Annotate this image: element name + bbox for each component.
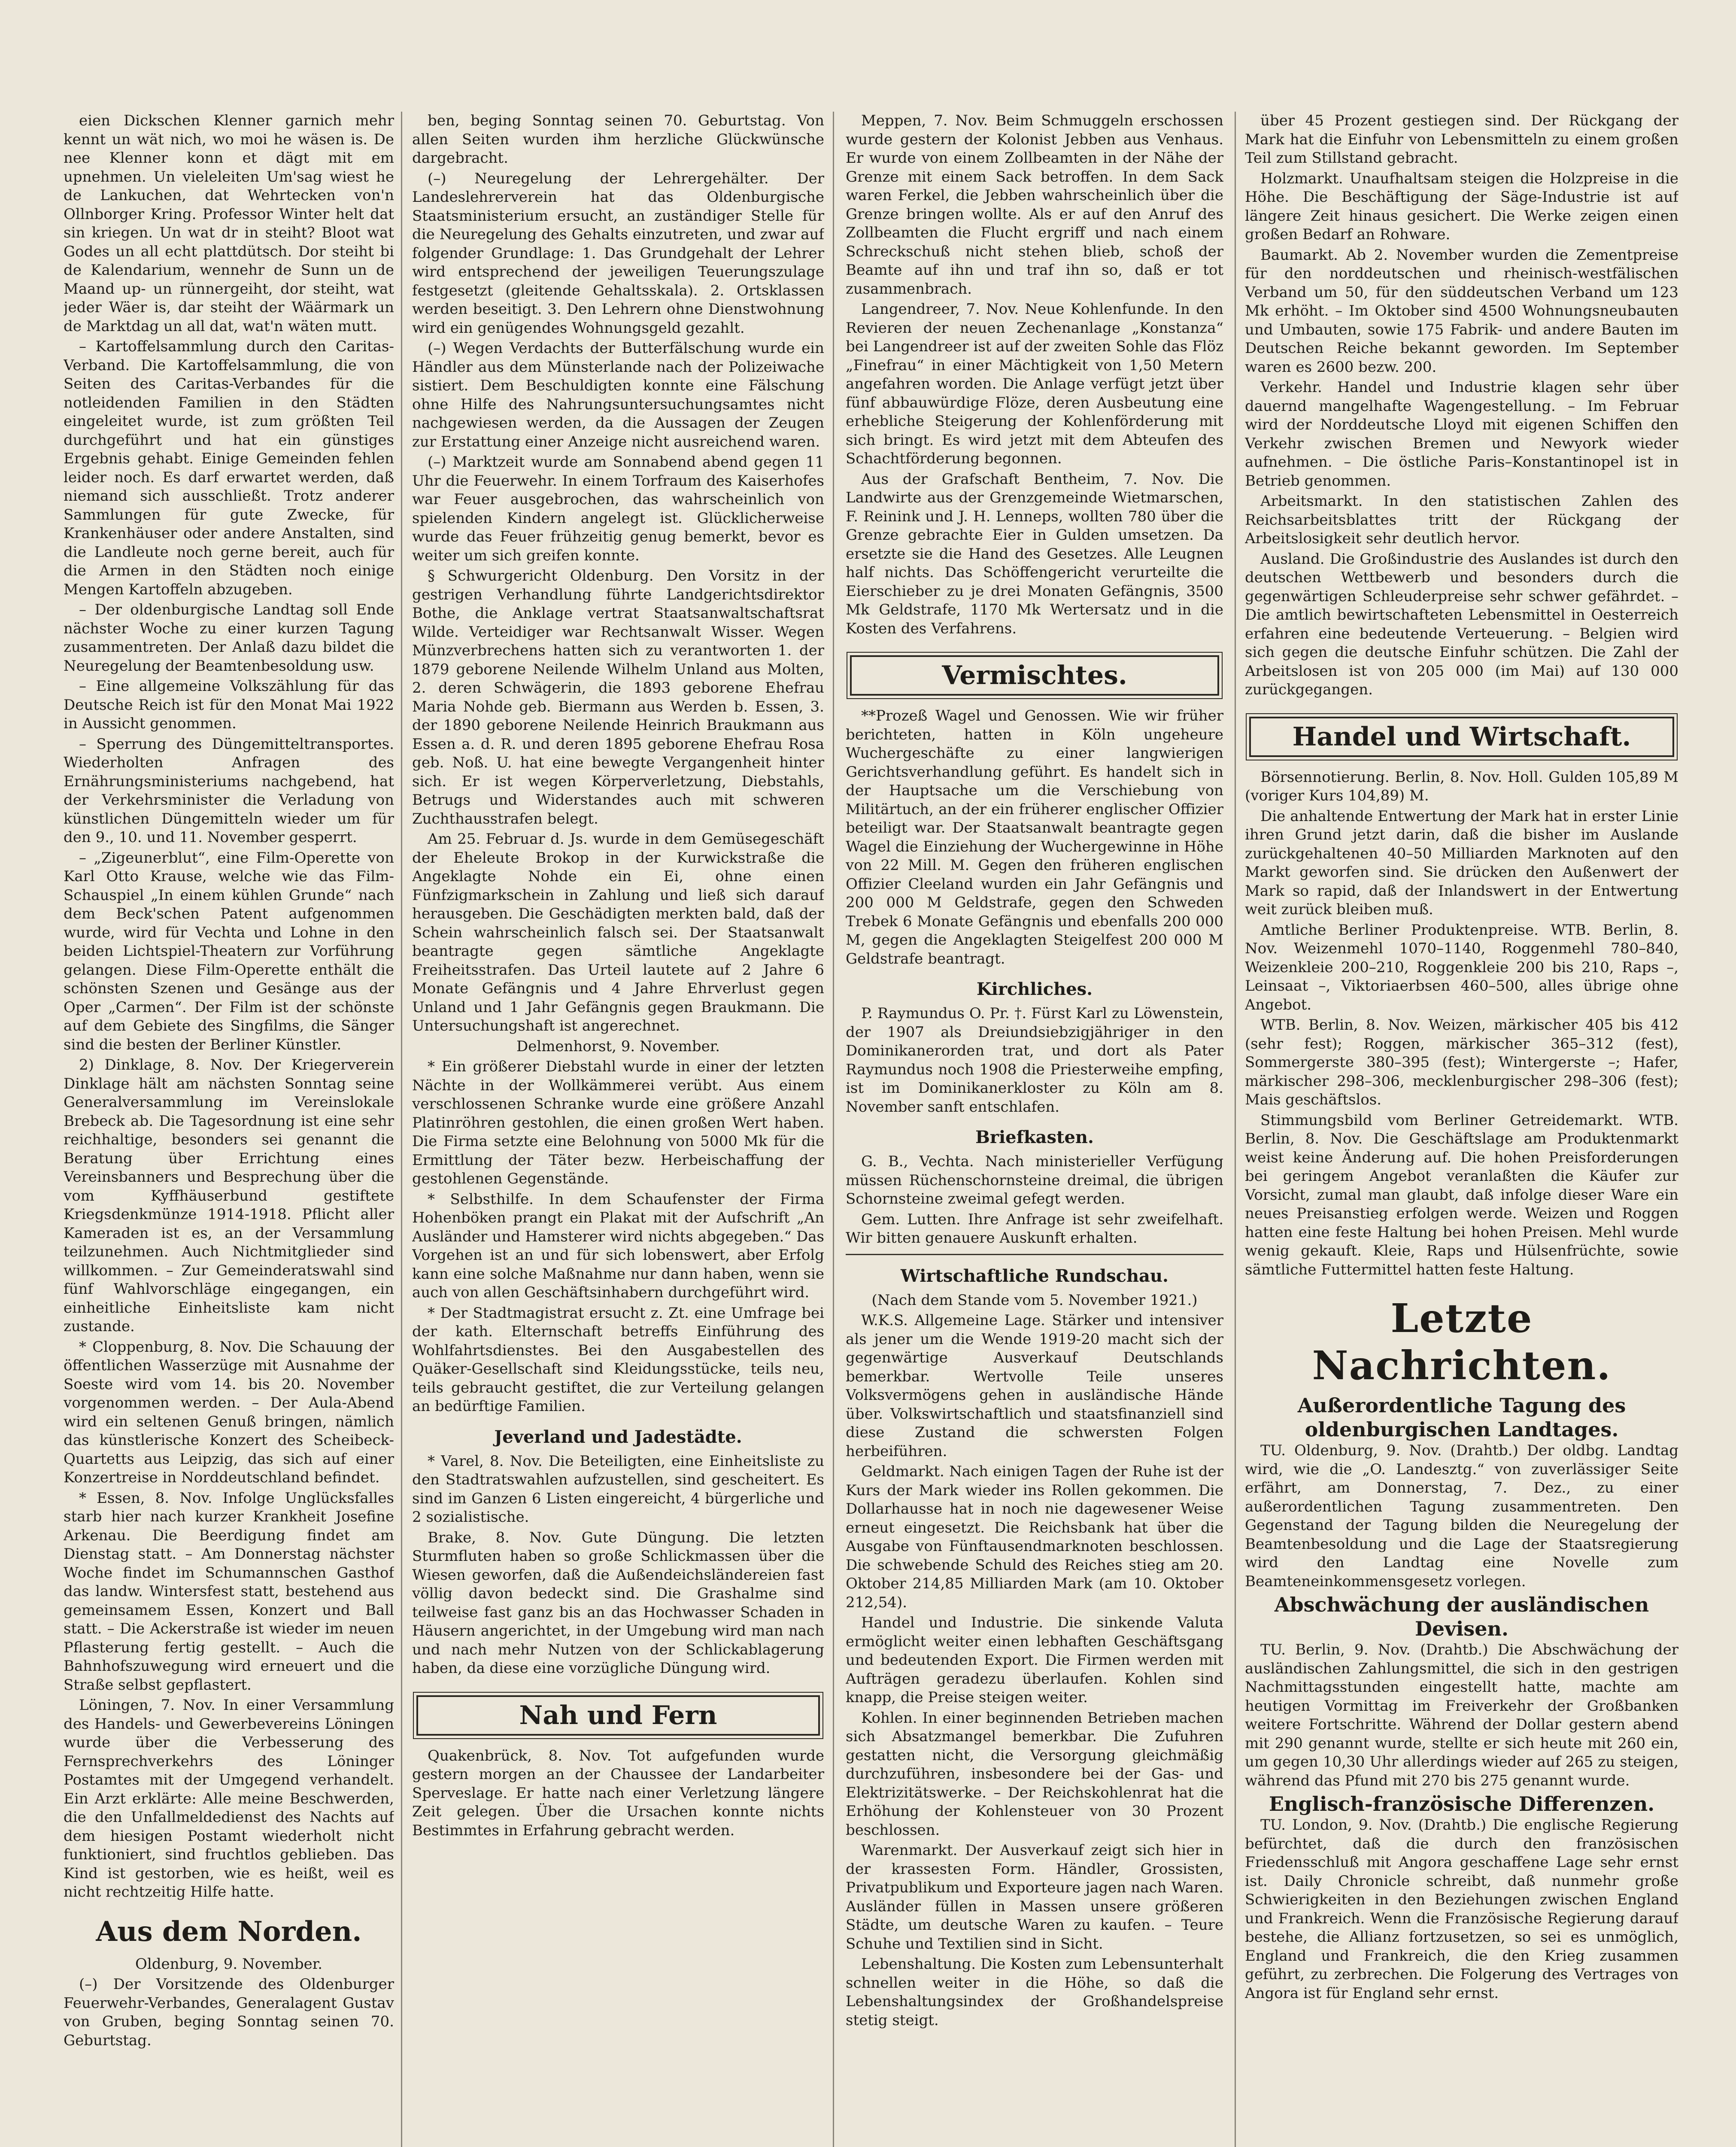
- article-paragraph: Am 25. Februar d. Js. wurde in dem Gemüsegeschäft der Eheleute Brokop in der Kurwickstraße die Angeklagte Nohde ein Ei, ohne einen Fünfzigmarkschein in Zahlung und ließ sich darauf herausgeben. Die Geschädigten merkten bald, daß der Schein wahrscheinlich falsch sei. Der Staatsanwalt beantragte gegen sämtliche Angeklagte Freiheitsstrafen. Das Urteil lautete auf 2 Jahre 6 Monate Gefängnis und 4 Jahre Ehrverlust gegen Unland und 1 Jahr Gefängnis gegen Braukmann. Die Untersuchungshaft ist angerechnet.: [412, 830, 824, 1034]
- article-paragraph: * Varel, 8. Nov. Die Beteiligten, eine Einheitsliste zu den Stadtratswahlen aufzustellen, sind gescheitert. Es sind im Ganzen 6 Listen eingereicht, 4 bürgerliche und 2 sozialistische.: [412, 1452, 824, 1526]
- column-4: [1245, 112, 1678, 2147]
- article-paragraph: § Schwurgericht Oldenburg. Den Vorsitz in der gestrigen Verhandlung führte Landgerichtsdirektor Bothe, die Anklage vertrat Staatsanwaltschaftsrat Wilde. Verteidiger war Rechtsanwalt Wisser. Wegen Münzverbrechens hatten sich zu verantworten 1. der 1879 geborene Neilende Wilhelm Unland aus Molten, 2. deren Schwägerin, die 1893 geborene Ehefrau Maria Nohde geb. Biermann aus Werden b. Essen, 3. der 1890 geborene Neilende Heinrich Braukmann aus Essen a. d. R. und deren 1895 geborene Ehefrau Rosa geb. Noß. U. hat eine bewegte Vergangenheit hinter sich. Er ist wegen Körperverletzung, Diebstahls, Betrugs und Widerstandes auch mit schweren Zuchthausstrafen belegt.: [412, 567, 824, 827]
- article-paragraph: * Der Stadtmagistrat ersucht z. Zt. eine Umfrage bei der kath. Elternschaft betreffs Einführung des Wohlfahrtsdienstes. Bei den Ausgabestellen des Quäker-Gesellschaft sind Kleidungsstücke, teils neu, teils gebraucht gestiftet, die zur Verteilung gelangen an bedürftige Familien.: [412, 1304, 824, 1415]
- article-paragraph: Verkehr. Handel und Industrie klagen sehr über dauernd mangelhafte Wagengestellung. – Im Februar wird der Norddeutsche Lloyd mit eigenen Schiffen den Verkehr zwischen Bremen und Newyork wieder aufnehmen. – Die östliche Paris–Konstantinopel ist in Betrieb genommen.: [1245, 379, 1678, 490]
- article-paragraph: * Cloppenburg, 8. Nov. Die Schauung der öffentlichen Wasserzüge mit Ausnahme der Soeste wird vom 14. bis 20. November vorgenommen werden. – Der Aula-Abend wird ein seltenen Genuß bringen, nämlich das künstlerische Konzert des Scheibeck-Quartetts aus Leipzig, das sich auf einer Konzertreise in Norddeutschland befindet.: [64, 1338, 394, 1486]
- section-heading-boxed: Vermischtes.: [850, 655, 1219, 696]
- divider: [846, 1254, 1223, 1255]
- article-paragraph: Langendreer, 7. Nov. Neue Kohlenfunde. In den Revieren der neuen Zechenanlage „Konstanza“ bei Langendreer ist auf der zweiten Sohle das Flöz „Finefrau“ in einer Mächtigkeit von 1,50 Metern angefahren worden. Die Anlage verfügt jetzt über fünf abbauwürdige Flöze, deren Ausbeutung eine erhebliche Steigerung der Kohlenförderung mit sich bringt. Es wird jetzt mit dem Abteufen des Schachtförderung begonnen.: [846, 301, 1223, 467]
- subheading: Außerordentliche Tagung des oldenburgischen Landtages.: [1297, 1394, 1626, 1441]
- article-paragraph: 2) Dinklage, 8. Nov. Der Kriegerverein Dinklage hält am nächsten Sonntag seine Generalversammlung im Vereinslokale Brebeck ab. Die Tagesordnung ist eine sehr reichhaltige, besonders sei genannt die Beratung über Errichtung eines Vereinsbanners und Besprechung über die vom Kyffhäuserbund gestiftete Kriegsdenkmünze 1914-1918. Pflicht aller Kameraden ist es, an der Versammlung teilzunehmen. Auch Nichtmitglieder sind willkommen. – Zur Gemeinderatswahl sind fünf Wahlvorschläge eingegangen, ein einheitliche Einheitsliste kam nicht zustande.: [64, 1056, 394, 1335]
- article-paragraph: P. Raymundus O. Pr. †. Fürst Karl zu Löwenstein, der 1907 als Dreiundsiebzigjähriger in den Dominikanerorden trat, und dort als Pater Raymundus noch 1908 die Priesterweihe empfing, ist im Dominikanerkloster zu Köln am 8. November sanft entschlafen.: [846, 1005, 1223, 1116]
- article-paragraph: TU. Berlin, 9. Nov. (Drahtb.) Die Abschwächung der ausländischen Zahlungsmittel, die sich in den gestrigen Nachmittagsstunden eingestellt hatte, machte am heutigen Vormittag im Freiverkehr der Großbanken weitere Fortschritte. Während der Dollar gestern abend mit 290 genannt wurde, stellte er sich heute mit 260 ein, um gegen 10,30 Uhr allerdings wieder auf 265 zu steigen, während das Pfund mit 270 bis 275 genannt wurde.: [1245, 1641, 1678, 1789]
- article-paragraph: (–) Neuregelung der Lehrergehälter. Der Landeslehrerverein hat das Oldenburgische Staatsministerium ersucht, an zuständiger Stelle für die Neuregelung des Gehalts einzutreten, und zwar auf folgender Grundlage: 1. Das Grundgehalt der Lehrer wird entsprechend der jeweiligen Teuerungszulage festgesetzt (gleitende Gehaltsskala). 2. Ortsklassen werden beseitigt. 3. Den Lehrern ohne Dienstwohnung wird ein genügendes Wohnungsgeld gezahlt.: [412, 170, 824, 337]
- article-paragraph: ben, beging Sonntag seinen 70. Geburtstag. Von allen Seiten wurden ihm herzliche Glückwünsche dargebracht.: [412, 112, 824, 167]
- subheading: Englisch-französische Differenzen.: [1269, 1792, 1655, 1816]
- dateline: Oldenburg, 9. November.: [135, 1955, 323, 1973]
- column-rule: [1235, 112, 1236, 2147]
- article-paragraph: Börsennotierung. Berlin, 8. Nov. Holl. Gulden 105,89 M (voriger Kurs 104,89) M.: [1245, 768, 1678, 804]
- article-paragraph: Amtliche Berliner Produktenpreise. WTB. Berlin, 8. Nov. Weizenmehl 1070–1140, Roggenmehl 780–840, Weizenkleie 200–210, Roggenkleie 200 bis 210, Raps –, Leinsaat –, Viktoriaerbsen 460–500, alles übrige ohne Angebot.: [1245, 921, 1678, 1013]
- article-paragraph: Aus der Grafschaft Bentheim, 7. Nov. Die Landwirte aus der Grenzgemeinde Wietmarschen, F. Reinink und J. H. Lenneps, wollten 780 über die Grenze gebrachte Eier in Gulden umsetzen. Da ersetzte sie die Hand des Gesetzes. Alle Leugnen half nichts. Das Schöffengericht verurteilte die Eierschieber zu je drei Monaten Gefängnis, 3500 Mk Geldstrafe, 1170 Mk Wertersatz und in die Kosten des Verfahrens.: [846, 470, 1223, 637]
- section-heading-boxed: Handel und Wirtschaft.: [1249, 717, 1674, 757]
- article-paragraph: Gem. Lutten. Ihre Anfrage ist sehr zweifelhaft. Wir bitten genauere Auskunft erhalten.: [846, 1210, 1223, 1247]
- column-rule: [833, 112, 834, 2147]
- article-paragraph: Lebenshaltung. Die Kosten zum Lebensunterhalt schnellen weiter in die Höhe, so daß die Lebenshaltungsindex der Großhandelspreise stetig steigt.: [846, 1955, 1223, 2029]
- section-heading: Briefkasten.: [975, 1127, 1094, 1147]
- section-heading: Aus dem Norden.: [96, 1915, 362, 1948]
- article-paragraph: – Kartoffelsammlung durch den Caritas-Verband. Die Kartoffelsammlung, die von Seiten des Caritas-Verbandes für die notleidenden Familien in den Städten eingeleitet wurde, ist zum größten Teil durchgeführt und hat ein günstiges Ergebnis gehabt. Einige Gemeinden fehlen leider noch. Es darf erwartet werden, daß niemand sich ausschließt. Trotz anderer Sammlungen für gute Zwecke, für Krankenhäuser oder andere Anstalten, sind die Landleute noch gerne bereit, auch für die Armen in den Städten noch einige Mengen Kartoffeln abzugeben.: [64, 338, 394, 598]
- article-paragraph: TU. London, 9. Nov. (Drahtb.) Die englische Regierung befürchtet, daß die durch den französischen Friedensschluß mit Angora geschaffene Lage sehr ernst ist. Daily Chronicle schreibt, daß nunmehr große Schwierigkeiten in den Beziehungen zwischen England und Frankreich. Wenn die Französische Regierung darauf bestehe, die Allianz fortzusetzen, so sei es unmöglich, England und Frankreich, die den Krieg zusammen geführt, zu zerbrechen. Die Folgerung des Vertrages von Angora ist für England sehr ernst.: [1245, 1816, 1678, 2002]
- article-paragraph: – „Zigeunerblut“, eine Film-Operette von Karl Otto Krause, welche wie das Film-Schauspiel „In einem kühlen Grunde“ nach dem Beck'schen Patent aufgenommen wurde, wird für Vechta und Lohne in den beiden Lichtspiel-Theatern zur Vorführung gelangen. Diese Film-Operette enthält die schönsten Szenen und Gesänge aus der Oper „Carmen“. Der Film ist der schönste auf dem Gebiete des Singfilms, die Sänger sind die besten der Berliner Künstler.: [64, 849, 394, 1053]
- column-2: [412, 112, 824, 2147]
- article-paragraph: (–) Wegen Verdachts der Butterfälschung wurde ein Händler aus dem Münsterlande nach der Polizeiwache sistiert. Dem Beschuldigten konnte eine Fälschung ohne Hilfe des Nahrungsuntersuchungsamtes nicht nachgewiesen werden, da die Aussagen der Zeugen zur Erstattung einer Anzeige nicht ausreichend waren.: [412, 340, 824, 450]
- article-paragraph: Holzmarkt. Unaufhaltsam steigen die Holzpreise in die Höhe. Die Beschäftigung der Säge-Industrie ist auf längere Zeit hinaus gesichert. Die Werke zeigen einen großen Bedarf an Rohware.: [1245, 170, 1678, 243]
- article-paragraph: Handel und Industrie. Die sinkende Valuta ermöglicht weiter einen lebhaften Geschäftsgang und bedeutenden Export. Die Firmen werden mit Aufträgen geradezu überlaufen. Kohlen sind knapp, die Preise steigen weiter.: [846, 1614, 1223, 1706]
- subline: (Nach dem Stande vom 5. November 1921.): [871, 1291, 1198, 1309]
- column-1: [64, 112, 394, 2147]
- subheading: Abschwächung der ausländischen Devisen.: [1274, 1593, 1649, 1640]
- article-paragraph: Ausland. Die Großindustrie des Auslandes ist durch den deutschen Wettbewerb und besonders durch die gegenwärtigen Schleuderpreise sehr schwer gefährdet. – Die amtlich bewirtschafteten Lebensmittel in Oesterreich erfahren eine bedeutende Verteuerung. – Belgien wird sich gegen die deutsche Einfuhr schützen. Die Zahl der Arbeitslosen ist von 205 000 (im Mai) auf 130 000 zurückgegangen.: [1245, 550, 1678, 698]
- article-paragraph: (–) Marktzeit wurde am Sonnabend abend gegen 11 Uhr die Feuerwehr. In einem Torfraum des Kaiserhofes war Feuer ausgebrochen, das wahrscheinlich von spielenden Kindern angelegt ist. Glücklicherweise wurde das Feuer frühzeitig genug bemerkt, bevor es weiter um sich greifen konnte.: [412, 453, 824, 564]
- section-heading: Kirchliches.: [976, 979, 1093, 999]
- article-paragraph: TU. Oldenburg, 9. Nov. (Drahtb.) Der oldbg. Landtag wird, wie die „O. Landesztg.“ von zuverlässiger Seite erfährt, am Donnerstag, 7. Dez., zu einer außerordentlichen Tagung zusammentreten. Den Gegenstand der Tagung bilden die Neuregelung der Beamtenbesoldung und die Lage der Staatsregierung wird den Landtag eine Novelle zum Beamteneinkommensgesetz vorlegen.: [1245, 1442, 1678, 1590]
- article-paragraph: Kohlen. In einer beginnenden Betrieben machen sich Absatzmangel bemerkbar. Die Zufuhren gestatten nicht, die Versorgung gleichmäßig durchzuführen, insbesondere bei der Gas- und Elektrizitätswerke. – Der Reichskohlenrat hat die Erhöhung der Kohlensteuer von 30 Prozent beschlossen.: [846, 1709, 1223, 1839]
- article-paragraph: * Essen, 8. Nov. Infolge Unglücksfalles starb hier nach kurzer Krankheit Josefine Arkenau. Die Beerdigung findet am Dienstag statt. – Am Donnerstag nächster Woche findet im Schumannschen Gasthof das landw. Wintersfest statt, bestehend aus gemeinsamem Essen, Konzert und Ball statt. – Die Ackerstraße ist wieder im neuen Pflasterung fertig gestellt. – Auch die Bahnhofszuwegung wird erneuert und die Straße selbst gepflastert.: [64, 1489, 394, 1694]
- article-paragraph: G. B., Vechta. Nach ministerieller Verfügung müssen Rüchenschornsteine dreimal, die übrigen Schornsteine zweimal gefegt werden.: [846, 1153, 1223, 1207]
- article-paragraph: Die anhaltende Entwertung der Mark hat in erster Linie ihren Grund jetzt darin, daß die bisher im Auslande zurückgehaltenen 40–50 Milliarden Marknoten auf den Markt geworfen sind. Sie drücken den Außenwert der Mark so rapid, daß der Inlandswert in der Entwertung weit zurück bleiben muß.: [1245, 807, 1678, 918]
- article-paragraph: Meppen, 7. Nov. Beim Schmuggeln erschossen wurde gestern der Kolonist Jebben aus Venhaus. Er wurde von einem Zollbeamten in der Nähe der Grenze mit einem Sack betroffen. In dem Sack waren Ferkel, die Jebben wahrscheinlich über die Grenze bringen wollte. Als er auf den Anruf des Zollbeamten die Flucht ergriff und nach einem Schreckschuß nicht stehen blieb, schoß der Beamte auf ihn und traf ihn so, daß er tot zusammenbrach.: [846, 112, 1223, 298]
- section-heading: Wirtschaftliche Rundschau.: [901, 1265, 1168, 1286]
- article-paragraph: WTB. Berlin, 8. Nov. Weizen, märkischer 405 bis 412 (sehr fest); Roggen, märkischer 365–312 (fest), Sommergerste 380–395 (fest); Wintergerste –; Hafer, märkischer 298–306, mecklenburgischer 298–306 (fest); Mais geschäftslos.: [1245, 1016, 1678, 1108]
- article-paragraph: **Prozeß Wagel und Genossen. Wie wir früher berichteten, hatten in Köln ungeheure Wuchergeschäfte zu einer langwierigen Gerichtsverhandlung geführt. Es handelt sich in der Hauptsache um die Verschiebung von Militärtuch, an der ein früherer englischer Offizier beteiligt war. Der Staatsanwalt beantragte gegen Wagel die Einziehung der Wuchergewinne in Höhe von 22 Mill. M. Gegen den früheren englischen Offizier Cleeland wurden ein Jahr Gefängnis und 200 000 M Geldstrafe, gegen den Schweden Trebek 6 Monate Gefängnis und ebenfalls 200 000 M, gegen die Angeklagten Steigelfest 200 000 M Geldstrafe beantragt.: [846, 707, 1223, 967]
- article-paragraph: – Der oldenburgische Landtag soll Ende nächster Woche zu einer kurzen Tagung zusammentreten. Der Anlaß dazu bildet die Neuregelung der Beamtenbesoldung usw.: [64, 601, 394, 675]
- article-paragraph: Arbeitsmarkt. In den statistischen Zahlen des Reichsarbeitsblattes tritt der Rückgang der Arbeitslosigkeit sehr deutlich hervor.: [1245, 493, 1678, 547]
- article-paragraph: (–) Der Vorsitzende des Oldenburger Feuerwehr-Verbandes, Generalagent Gustav von Gruben, beging Sonntag seinen 70. Geburtstag.: [64, 1976, 394, 2049]
- section-heading-boxed: Nah und Fern: [416, 1695, 820, 1736]
- article-paragraph: Quakenbrück, 8. Nov. Tot aufgefunden wurde gestern morgen an der Chaussee der Landarbeiter Sperveslage. Er hatte nach einer Verletzung längere Zeit gelegen. Über die Ursachen konnte nichts Bestimmtes in Erfahrung gebracht werden.: [412, 1747, 824, 1839]
- article-paragraph: Löningen, 7. Nov. In einer Versammlung des Handels- und Gewerbevereins Löningen wurde über die Verbesserung des Fernsprechverkehrs des Löninger Postamtes mit der Umgegend verhandelt. Ein Arzt erklärte: Alle meine Beschwerden, die den Unfallmeldedienst des Nachts auf dem hiesigen Postamt wiederholt nicht funktioniert, sind fruchtlos geblieben. Das Kind ist gestorben, wie es heißt, weil es nicht rechtzeitig Hilfe hatte.: [64, 1697, 394, 1901]
- article-paragraph: Baumarkt. Ab 2. November wurden die Zementpreise für den norddeutschen und rheinisch-westfälischen Verband um 50, für den süddeutschen Verband um 123 Mk erhöht. – Im Oktober sind 4500 Wohnungsneubauten und Umbauten, sowie 175 Fabrik- und andere Bauten im Deutschen Reiche bekannt geworden. Im September waren es 2600 bezw. 200.: [1245, 246, 1678, 376]
- dateline: Delmenhorst, 9. November.: [516, 1037, 720, 1055]
- article-paragraph: – Eine allgemeine Volkszählung für das Deutsche Reich ist für den Monat Mai 1922 in Aussicht genommen.: [64, 678, 394, 732]
- article-paragraph: – Sperrung des Düngemitteltransportes. Wiederholten Anfragen des Ernährungsministeriums nachgebend, hat der Verkehrsminister die Verladung von künstlichen Düngemitteln wieder um für den 9., 10. und 11. November gesperrt.: [64, 735, 394, 846]
- article-paragraph: W.K.S. Allgemeine Lage. Stärker und intensiver als jener um die Wende 1919-20 macht sich der gegenwärtige Ausverkauf Deutschlands bemerkbar. Wertvolle Teile unseres Volksvermögens gehen in ausländische Hände über. Volkswirtschaftlich und staatsfinanziell sind diese Zustand die schwersten Folgen herbeiführen.: [846, 1312, 1223, 1460]
- article-paragraph: über 45 Prozent gestiegen sind. Der Rückgang der Mark hat die Einfuhr von Lebensmitteln zu einem großen Teil zum Stillstand gebracht.: [1245, 112, 1678, 167]
- article-paragraph: Geldmarkt. Nach einigen Tagen der Ruhe ist der Kurs der Mark wieder ins Rollen gekommen. Die Dollarhausse hat in noch nie dagewesener Weise erneut eingesetzt. Die Reichsbank hat über die Ausgabe von Fünftausendmarknoten beschlossen. Die schwebende Schuld des Reiches stieg am 20. Oktober 214,85 Milliarden Mark (am 10. Oktober 212,54).: [846, 1463, 1223, 1611]
- page-heading-latest-news: Letzte Nachrichten.: [1312, 1295, 1612, 1389]
- article-paragraph: Brake, 8. Nov. Gute Düngung. Die letzten Sturmfluten haben so große Schlickmassen über die Wiesen geworfen, daß die Außendeichsländereien fast völlig davon bedeckt sind. Die Grashalme sind teilweise fast ganz bis an das Hochwasser Schaden in Häusern angerichtet, in der Umgebung wird man nach und nach mehr Nutzen von der Schlickablagerung haben, da diese eine vorzügliche Düngung wird.: [412, 1529, 824, 1677]
- article-paragraph: Stimmungsbild vom Berliner Getreidemarkt. WTB. Berlin, 8. Nov. Die Geschäftslage am Produktenmarkt weist keine Änderung auf. Die hohen Preisforderungen bei geringem Angebot veranlaßten die Käufer zur Vorsicht, zumal man glaubt, daß infolge dieser Ware ein neues Preisanstieg erfolgen werde. Weizen und Roggen hatten eine feste Haltung bei hohen Preisen. Mehl wurde wenig gekauft. Kleie, Raps und Hülsenfrüchte, sowie sämtliche Futtermittel hatten feste Haltung.: [1245, 1111, 1678, 1278]
- section-heading: Jeverland und Jadestädte.: [494, 1426, 742, 1447]
- article-paragraph: * Selbsthilfe. In dem Schaufenster der Firma Hohenböken prangt ein Plakat mit der Aufschrift „An Ausländer und Hamsterer wird nichts abgegeben.“ Das Vorgehen ist an und für sich lobenswert, aber Erfolg kann eine solche Maßnahme nur dann haben, wenn sie auch von allen Geschäftsinhabern durchgeführt wird.: [412, 1190, 824, 1301]
- article-paragraph: Warenmarkt. Der Ausverkauf zeigt sich hier in der krassesten Form. Händler, Grossisten, Privatpublikum und Exporteure jagen nach Waren. Ausländer füllen in Massen unsere größeren Städte, um deutsche Waren zu kaufen. – Teure Schuhe und Textilien sind in Sicht.: [846, 1842, 1223, 1952]
- column-rule: [401, 112, 402, 2147]
- article-paragraph: * Ein größerer Diebstahl wurde in einer der letzten Nächte in der Wollkämmerei verübt. Aus einem verschlossenen Schranke wurde eine größere Anzahl Platinröhren gestohlen, die einen großen Wert haben. Die Firma setzte eine Belohnung von 5000 Mk für die Ermittlung der Täter bezw. Herbeischaffung der gestohlenen Gegenstände.: [412, 1058, 824, 1187]
- column-3: [846, 112, 1223, 2147]
- article-paragraph: eien Dickschen Klenner garnich mehr kennt un wät nich, wo moi he wäsen is. De nee Klenner konn et dägt mit em upnehmen. Un vieleleiten Um'sag wiest he de Lankuchen, dat Wehrtecken von'n Ollnborger Kring. Professor Winter helt dat sin kriegen. Un wat dr in steiht? Bloot wat Godes un all echt plattdütsch. Dor steiht bi de Kalendarium, wennehr de Sunn un de Maand up- un rünnergeiht, dor steiht, wat jeder Wäer is, dar steiht der Wäärmark un de Marktdag un all dat, wat'n wäten mutt.: [64, 112, 394, 335]
